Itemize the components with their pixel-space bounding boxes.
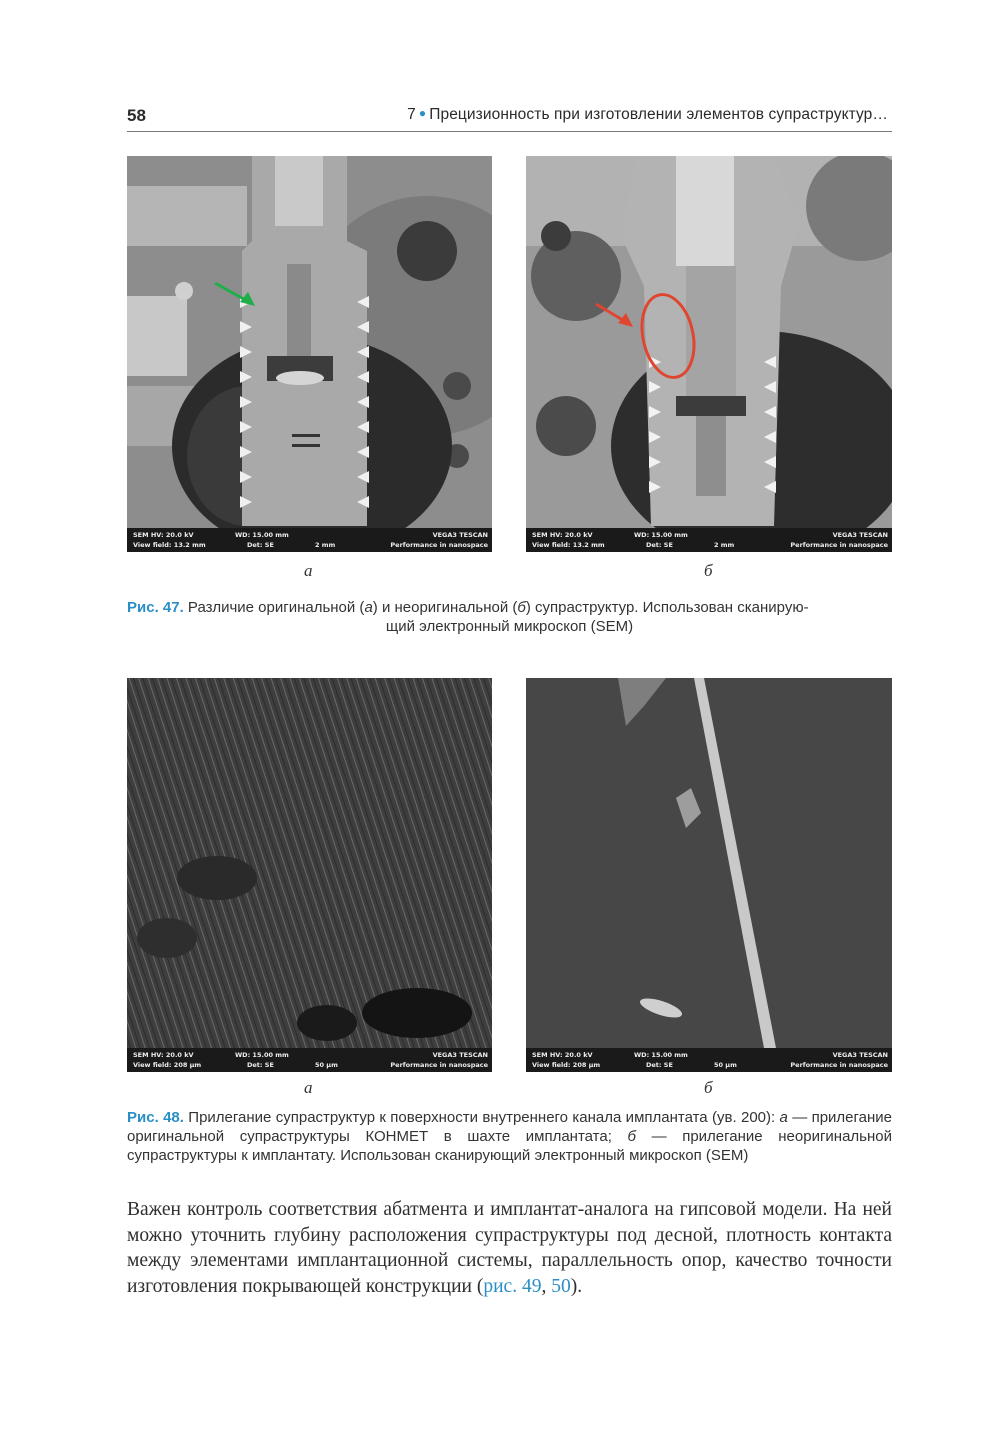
chapter-title: Прецизионность при изготовлении элементов супраструктур…: [429, 106, 888, 123]
page-number: 58: [127, 106, 146, 125]
running-head: [407, 106, 888, 124]
figure-50-link[interactable]: 50: [551, 1275, 571, 1297]
fig47b-sem-image: [526, 156, 892, 552]
fig47a-label: а: [304, 561, 313, 580]
body-paragraph: Важен контроль соответствия абатмента и имплантат-аналога на гипсовой модели. На ней можно уточнить глубину расположения супраструктуры под десной, плотность контакта между элементами имплантационной системы, параллельность опор, качество точности изготовления покрывающей конструкции (рис. 49, 50).: [127, 1199, 892, 1297]
fig48a-sem-image: [127, 678, 492, 1072]
figure-47-caption: Рис. 47. Различие оригинальной (а) и неоригинальной (б) супраструктур. Использован сканирую- щий электронный микроскоп (SEM): [127, 599, 809, 635]
bullet-icon: ●: [418, 106, 427, 120]
header-rule: [127, 131, 892, 132]
figure-48-caption: Рис. 48. Прилегание супраструктур к поверхности внутреннего канала имплантата (ув. 200): а — прилегание оригинальной супраструктуры КОНМЕТ в шахте имплантата; б — прилегание неоригинальной супраструктуры к имплантату. Использован сканирующий электронный микроскоп (SEM): [127, 1109, 893, 1164]
chapter-number: 7: [407, 106, 416, 123]
fig48b-sem-image: [526, 678, 892, 1072]
fig48b-label: б: [704, 1078, 713, 1097]
fig47a-sem-image: [127, 156, 492, 552]
fig48a-label: а: [304, 1078, 313, 1097]
figure-49-link[interactable]: рис. 49: [483, 1275, 542, 1297]
sem-info-bar: SEM HV: 20.0 kV WD: 15.00 mm VEGA3 TESCAN View field: 13.2 mm Det: SE 2 mm Performance in nanospace: [526, 528, 892, 552]
sem-info-bar: SEM HV: 20.0 kV WD: 15.00 mm VEGA3 TESCAN View field: 13.2 mm Det: SE 2 mm Performance in nanospace: [127, 528, 492, 552]
fig47b-label: б: [704, 561, 713, 580]
sem-info-bar: SEM HV: 20.0 kV WD: 15.00 mm VEGA3 TESCAN View field: 208 µm Det: SE 50 µm Performance in nanospace: [127, 1048, 492, 1072]
sem-info-bar: SEM HV: 20.0 kV WD: 15.00 mm VEGA3 TESCAN View field: 208 µm Det: SE 50 µm Performance in nanospace: [526, 1048, 892, 1072]
